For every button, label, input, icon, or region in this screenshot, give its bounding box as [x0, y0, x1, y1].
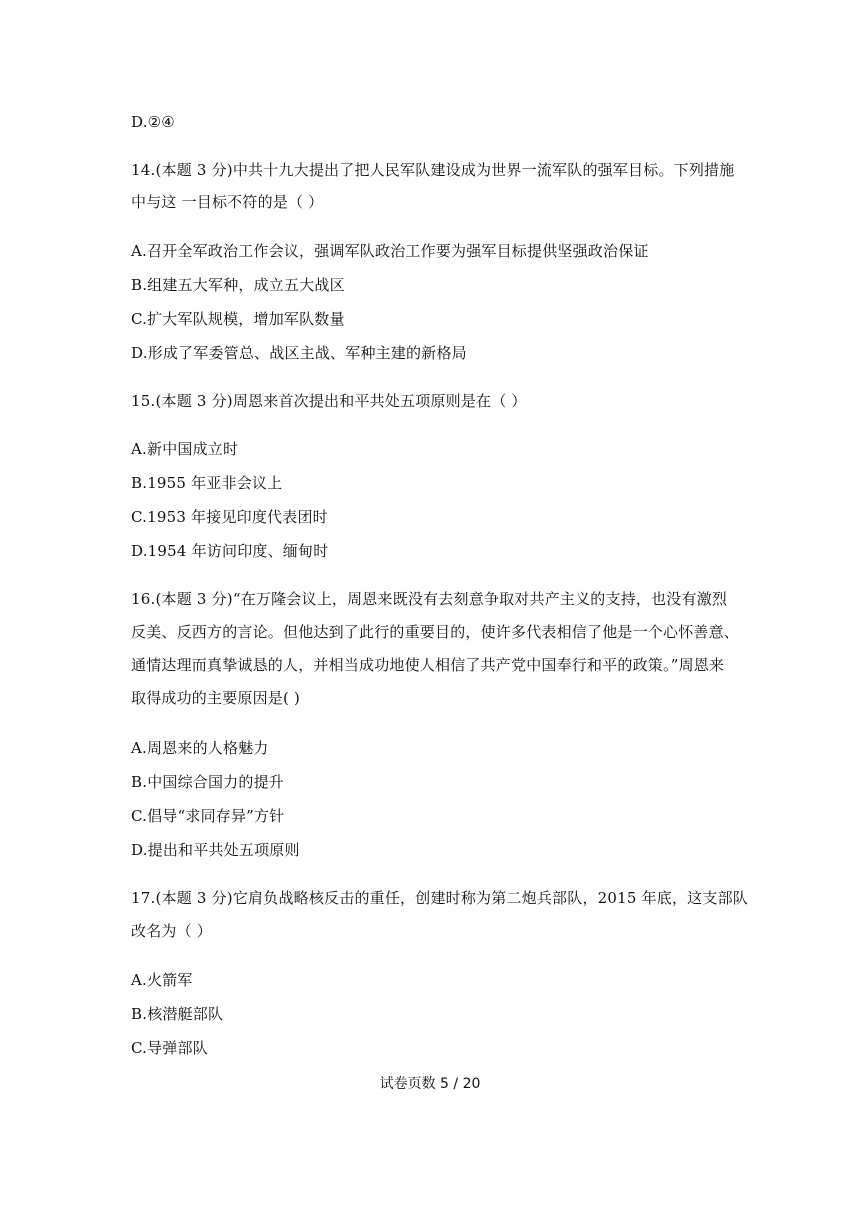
q17-stem-line-1: 17.(本题 3 分)它肩负战略核反击的重任，创建时称为第二炮兵部队，2015 年底，这支部队 — [131, 889, 748, 907]
page-number-footer: 试卷页数 5 / 20 — [379, 1076, 481, 1092]
q14-stem-line-1: 14.(本题 3 分)中共十九大提出了把人民军队建设成为世界一流军队的强军目标。下列措施 — [131, 161, 735, 179]
q14-option-c: C.扩大军队规模，增加军队数量 — [131, 310, 345, 328]
q17-option-a: A.火箭军 — [131, 971, 193, 989]
q17-option-b: B.核潜艇部队 — [131, 1005, 224, 1023]
q15-option-b: B.1955 年亚非会议上 — [131, 474, 283, 492]
q16-stem-line-3: 通情达理而真挚诚恳的人，并相当成功地使人相信了共产党中国奉行和平的政策。”周恩来 — [131, 656, 725, 674]
q16-stem-line-4: 取得成功的主要原因是( ) — [131, 689, 301, 707]
q14-option-d: D.形成了军委管总、战区主战、军种主建的新格局 — [131, 344, 467, 362]
q14-option-b: B.组建五大军种，成立五大战区 — [131, 276, 345, 294]
q15-stem-line-1: 15.(本题 3 分)周恩来首次提出和平共处五项原则是在（ ） — [131, 392, 527, 410]
q16-option-d: D.提出和平共处五项原则 — [131, 841, 300, 859]
q16-stem-line-2: 反美、反西方的言论。但他达到了此行的重要目的，使许多代表相信了他是一个心怀善意、 — [131, 623, 740, 641]
q16-option-b: B.中国综合国力的提升 — [131, 773, 284, 791]
q17-option-c: C.导弹部队 — [131, 1039, 208, 1057]
q15-option-d: D.1954 年访问印度、缅甸时 — [131, 542, 329, 560]
q17-stem-line-2: 改名为（ ） — [131, 922, 212, 940]
q14-option-a: A.召开全军政治工作会议，强调军队政治工作要为强军目标提供坚强政治保证 — [131, 242, 649, 260]
q13-option-d: D.②④ — [131, 113, 175, 131]
q15-option-c: C.1953 年接见印度代表团时 — [131, 508, 328, 526]
q16-stem-line-1: 16.(本题 3 分)“在万隆会议上，周恩来既没有去刻意争取对共产主义的支持，也没有激烈 — [131, 590, 728, 608]
q16-option-c: C.倡导“求同存异”方针 — [131, 807, 285, 825]
q16-option-a: A.周恩来的人格魅力 — [131, 739, 269, 757]
q14-stem-line-2: 中与这 一目标不符的是（ ） — [131, 193, 324, 211]
q15-option-a: A.新中国成立时 — [131, 440, 239, 458]
